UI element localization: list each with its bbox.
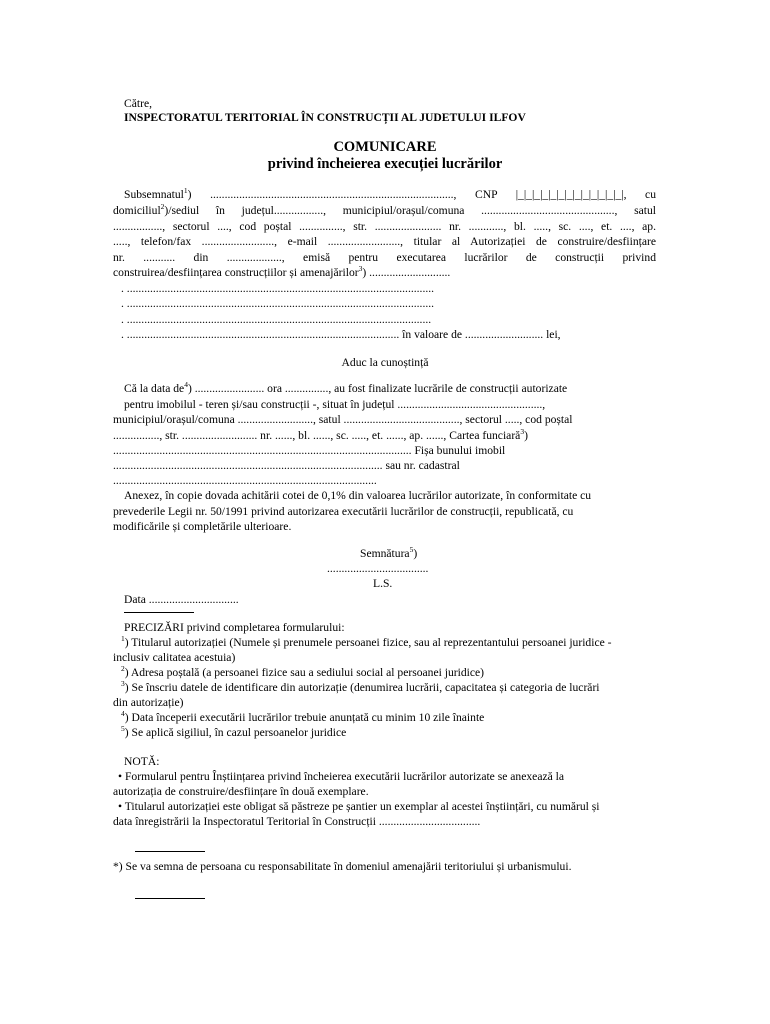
paragraph-line: prevederile Legii nr. 50/1991 privind autorizarea executării lucrărilor de construcții, republicată, cu <box>113 505 574 518</box>
nota-bullet-continued: data înregistrării la Inspectoratul Teritorial în Construcții ................................... <box>113 815 481 828</box>
document-title: COMUNICARE <box>333 139 437 155</box>
paragraph-line: ................., sectorul ...., cod poștal ..............., str. ....................... nr. ............, bl. ....., sc. ...., et. ...., ap. <box>113 220 656 233</box>
separator-line <box>135 898 205 899</box>
paragraph-line: ................, str. .......................... nr. ......, bl. ......, sc. ....., et. ......, ap. ......, Cartea funciară$^3$) <box>113 427 528 442</box>
signature-line: ................................... <box>327 562 429 575</box>
separator-line <box>135 851 205 852</box>
note-item: $^1$) Titularul autorizației (Numele și prenumele persoanei fizice, sau al reprezentantului persoanei juridice - <box>121 634 612 649</box>
document-subtitle: privind încheierea execuției lucrărilor <box>267 156 503 172</box>
addressee-institution: INSPECTORATUL TERITORIAL ÎN CONSTRUCȚII AL JUDETULUI ILFOV <box>124 111 526 124</box>
addressee-label: Către, <box>124 97 153 110</box>
date-field: Data ............................... <box>124 593 239 606</box>
nota-bullet: • Titularul autorizației este obligat să păstreze pe șantier un exemplar al acestei înștiințări, cu numărul și <box>118 800 600 813</box>
paragraph-line: ....., telefon/fax ........................., e-mail ........................., titular al Autorizației de construire/desființare <box>113 235 656 248</box>
dotted-line: . .......................................................................................................... <box>121 282 435 295</box>
dotted-line-value: . .............................................................................................. în valoare de ........................... lei, <box>121 328 561 341</box>
paragraph-line: pentru imobilul - teren și/sau construcții -, situat în județul .................................................., <box>124 398 546 411</box>
nota-heading: NOTĂ: <box>124 755 160 768</box>
paragraph-line: construirea/desființarea construcțiilor și amenajărilor$^3$) ............................ <box>113 264 451 279</box>
note-item: $^5$) Se aplică sigiliul, în cazul persoanelor juridice <box>121 724 347 739</box>
dotted-line: . ......................................................................................................... <box>121 313 432 326</box>
paragraph-line: ............................................................................................. sau nr. cadastral <box>113 459 460 472</box>
dotted-line: . .......................................................................................................... <box>121 297 435 310</box>
paragraph-line: nr. ........... din ..................., emisă pentru executarea lucrărilor de construcții privind <box>113 251 656 264</box>
paragraph-line: ....................................................................................................... Fișa bunului imobil <box>113 444 506 457</box>
note-item: $^3$) Se înscriu datele de identificare din autorizație (denumirea lucrării, capacitatea și categoria de lucrări <box>121 679 600 694</box>
nota-bullet-continued: autorizația de construire/desființare în două exemplare. <box>113 785 369 798</box>
paragraph-line: Anexez, în copie dovada achitării cotei de 0,1% din valoarea lucrărilor autorizate, în conformitate cu <box>124 489 592 502</box>
separator-line <box>124 612 194 613</box>
note-item: $^2$) Adresa poștală (a persoanei fizice sau a sediului social al persoanei juridice) <box>121 664 485 679</box>
nota-bullet: • Formularul pentru Înștiințarea privind încheierea executării lucrărilor autorizate se anexează la <box>118 770 565 783</box>
section-heading: Aduc la cunoștință <box>341 356 429 369</box>
footnote-text: *) Se va semna de persoana cu responsabilitate în domeniul amenajării teritoriului și urbanismului. <box>113 860 572 873</box>
paragraph-line: Subsemnatul$^1$) ...................................................................................., CNP |_|_|_|_|_|_|_|_|_|_|_|_|_|, cu <box>124 186 656 201</box>
seal-label: L.S. <box>373 577 393 590</box>
paragraph-line: ........................................................................................... <box>113 474 377 487</box>
note-item-continued: din autorizație) <box>113 696 184 709</box>
paragraph-line: domiciliul$^2$)/sediul în județul................., municipiul/orașul/comuna .............................................., satul <box>113 202 656 217</box>
signature-label: Semnătura$^5$) <box>360 545 418 560</box>
note-item: $^4$) Data începerii executării lucrărilor trebuie anunțată cu minim 10 zile înainte <box>121 709 485 724</box>
note-item-continued: inclusiv calitatea acestuia) <box>113 651 236 664</box>
paragraph-line: modificările și completările ulterioare. <box>113 520 292 533</box>
paragraph-line: Că la data $de^4$) ........................ ora ..............., au fost finalizate lucrările de construcții autorizate <box>124 380 568 395</box>
paragraph-line: municipiul/orașul/comuna .........................., satul ........................................, sectorul ....., cod poștal <box>113 413 573 426</box>
notes-heading: PRECIZĂRI privind completarea formularului: <box>124 621 345 634</box>
